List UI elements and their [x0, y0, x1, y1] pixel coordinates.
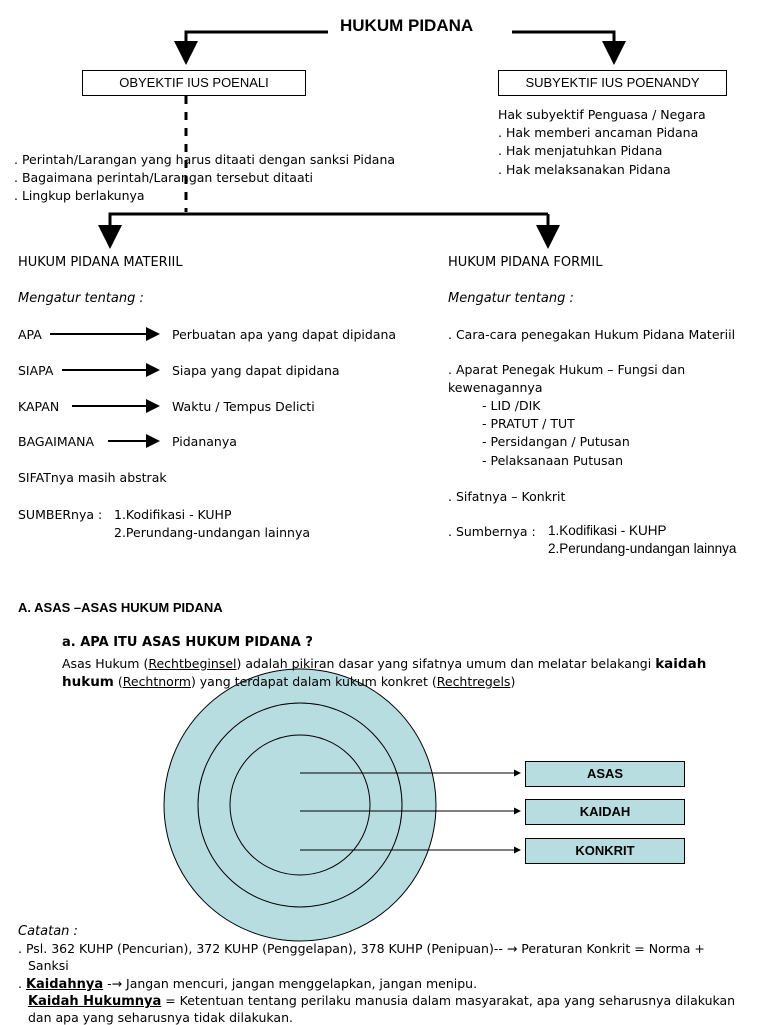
materiil-sumber-1: 1.Kodifikasi - KUHP: [114, 507, 232, 522]
formil-sumber-label: . Sumbernya :: [448, 524, 536, 539]
para-text: ) yang terdapat dalam kukum konkret (: [190, 674, 437, 689]
materiil-connector: [110, 214, 548, 246]
catatan-line: . Psl. 362 KUHP (Pencurian), 372 KUHP (Penggelapan), 378 KUHP (Penipuan)-- → Peraturan Konkrit = Norma +: [18, 941, 705, 956]
materiil-sumber-label: SUMBERnya :: [18, 507, 103, 522]
left-list-item: . Lingkup berlakunya: [14, 188, 145, 203]
para-text: ) adalah pikiran dasar yang sifatnya umum dan melatar belakangi: [236, 656, 656, 671]
materiil-key: SIAPA: [18, 363, 54, 378]
term-kaidahnya: Kaidahnya: [25, 977, 104, 992]
formil-subitem: - Persidangan / Putusan: [482, 434, 630, 449]
obyektif-box: OBYEKTIF IUS POENALI: [82, 70, 306, 96]
term-kaidah: kaidah: [655, 656, 707, 672]
formil-sumber-1: 1.Kodifikasi - KUHP: [548, 523, 667, 538]
formil-item: . Cara-cara penegakan Hukum Pidana Materiil: [448, 327, 736, 342]
formil-item: . Aparat Penegak Hukum – Fungsi dan: [448, 362, 686, 377]
catatan-label: Catatan :: [18, 924, 78, 939]
right-list-item: . Hak melaksanakan Pidana: [498, 162, 671, 177]
right-list-item: . Hak memberi ancaman Pidana: [498, 125, 699, 140]
materiil-key: KAPAN: [18, 399, 60, 414]
left-list-item: . Bagaimana perintah/Larangan tersebut ditaati: [14, 170, 313, 185]
title-left-connector: [186, 32, 328, 62]
subsection-heading: a. APA ITU ASAS HUKUM PIDANA ?: [62, 635, 313, 650]
label-konkrit: KONKRIT: [525, 838, 685, 864]
catatan-text: -→ Jangan mencuri, jangan menggelapkan, jangan menipu.: [103, 976, 478, 991]
page-title: HUKUM PIDANA: [340, 16, 474, 35]
term-rechtregels: Rechtregels: [436, 674, 511, 689]
materiil-sumber-2: 2.Perundang-undangan lainnya: [114, 525, 311, 540]
term-rechtbeginsel: Rechtbeginsel: [148, 656, 237, 671]
materiil-value: Siapa yang dapat dipidana: [172, 363, 340, 378]
section-heading: A. ASAS –ASAS HUKUM PIDANA: [18, 600, 223, 615]
term-kaidah-hukumnya: Kaidah Hukumnya: [28, 994, 162, 1009]
label-asas: ASAS: [525, 761, 685, 787]
subyektif-box: SUBYEKTIF IUS POENANDY: [498, 70, 727, 96]
right-list-item: . Hak menjatuhkan Pidana: [498, 143, 663, 158]
formil-item: kewenagannya: [448, 380, 543, 395]
materiil-value: Pidananya: [172, 434, 237, 449]
materiil-key: APA: [18, 327, 42, 342]
formil-heading: HUKUM PIDANA FORMIL: [448, 255, 603, 270]
materiil-sifat: SIFATnya masih abstrak: [18, 470, 167, 485]
catatan-line: Sanksi: [28, 958, 69, 973]
formil-sifat: . Sifatnya – Konkrit: [448, 489, 566, 504]
left-list-item: . Perintah/Larangan yang harus ditaati dengan sanksi Pidana: [14, 152, 396, 167]
inner-circle: [230, 735, 370, 875]
catatan-text: = Ketentuan tentang perilaku manusia dalam masyarakat, apa yang seharusnya dilakukan: [161, 993, 736, 1008]
title-right-connector: [512, 32, 614, 62]
para-text: ): [510, 674, 516, 689]
formil-subheading: Mengatur tentang :: [448, 291, 574, 306]
materiil-key: BAGAIMANA: [18, 434, 95, 449]
para-text: (: [113, 674, 123, 689]
term-rechtnorm: Rechtnorm: [122, 674, 191, 689]
formil-subitem: - LID /DIK: [482, 398, 541, 413]
materiil-value: Waktu / Tempus Delicti: [172, 399, 315, 414]
materiil-value: Perbuatan apa yang dapat dipidana: [172, 327, 397, 342]
catatan-line: [28, 993, 735, 1009]
label-kaidah: KAIDAH: [525, 799, 685, 825]
term-hukum: hukum: [62, 674, 114, 690]
catatan-line: dan apa yang seharusnya tidak dilakukan.: [28, 1010, 293, 1025]
formil-sumber-2: 2.Perundang-undangan lainnya: [548, 541, 737, 556]
catatan-line: [18, 976, 477, 992]
definition-paragraph: [62, 655, 762, 691]
materiil-heading: HUKUM PIDANA MATERIIL: [18, 255, 183, 270]
para-text: Asas Hukum (: [62, 656, 149, 671]
catatan-dot: .: [18, 976, 26, 991]
right-list-item: Hak subyektif Penguasa / Negara: [498, 107, 706, 122]
formil-subitem: - PRATUT / TUT: [482, 416, 575, 431]
formil-subitem: - Pelaksanaan Putusan: [482, 453, 624, 468]
materiil-subheading: Mengatur tentang :: [18, 291, 144, 306]
